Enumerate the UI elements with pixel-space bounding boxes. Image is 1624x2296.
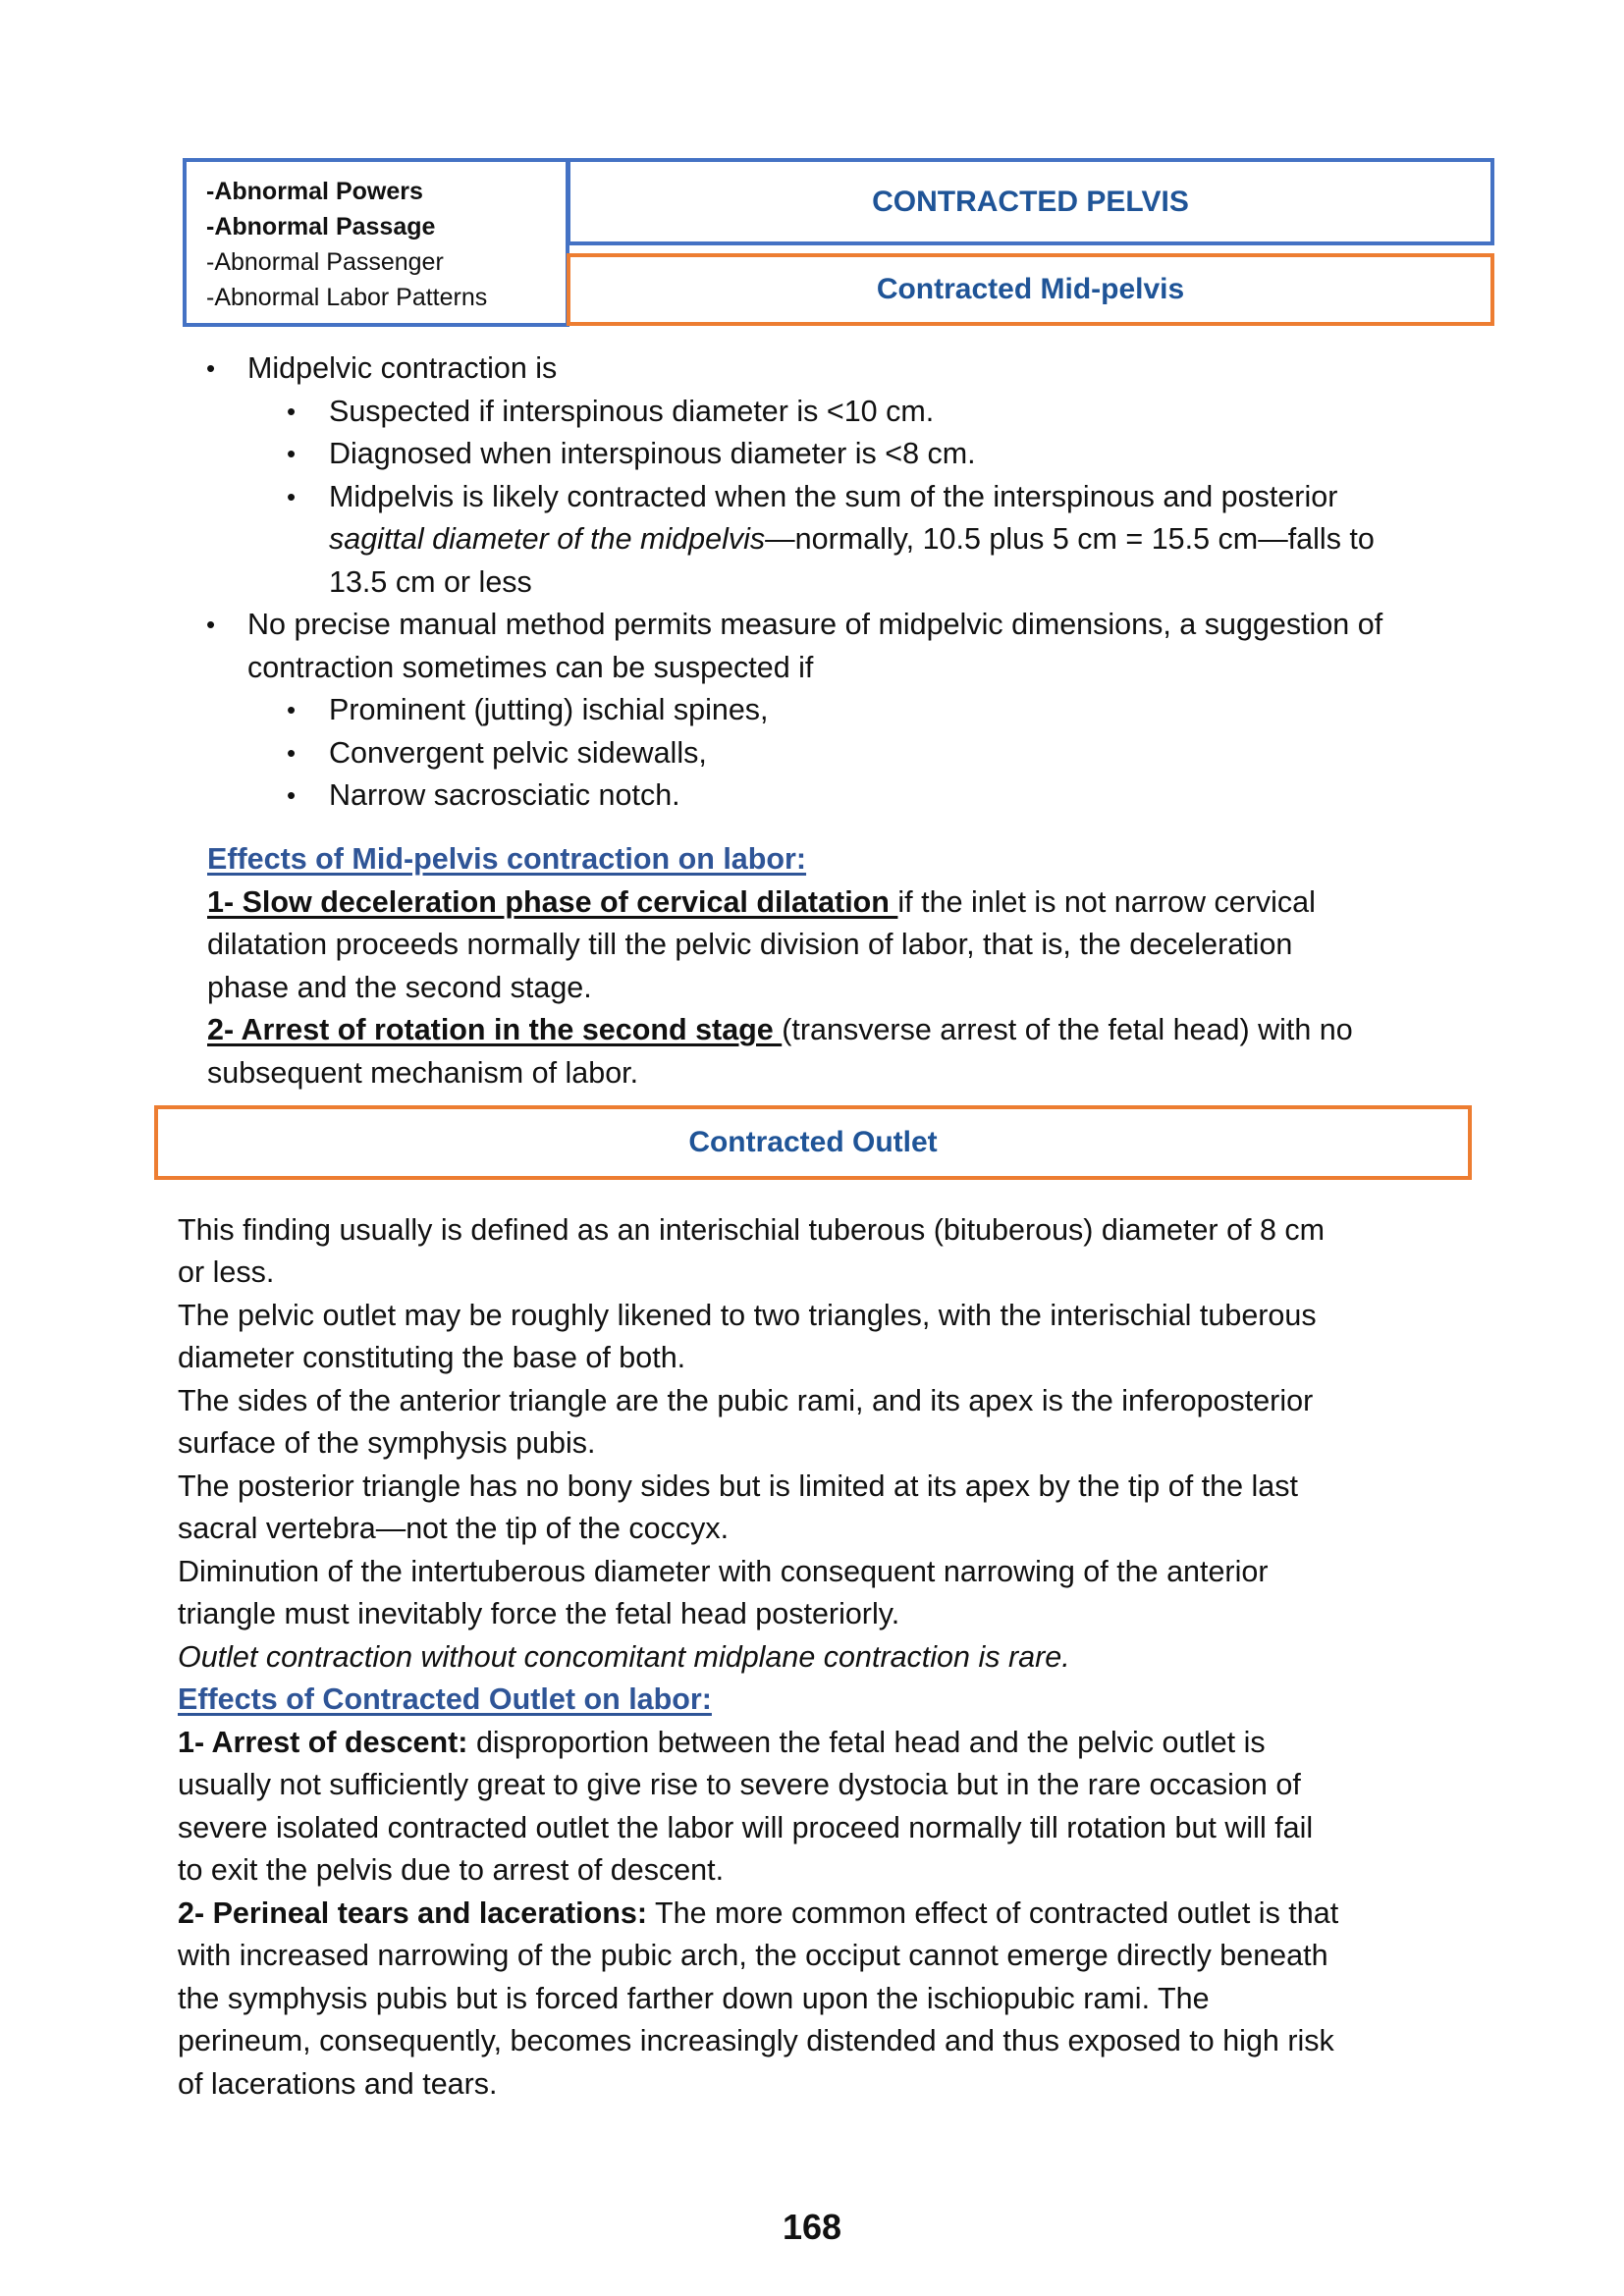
bullet-icon: • bbox=[287, 482, 297, 511]
effect-text: usually not sufficiently great to give rise to severe dystocia but in the rare occasion of bbox=[178, 1768, 1301, 1801]
nav-item-abnormal-labor-patterns: -Abnormal Labor Patterns bbox=[206, 284, 488, 311]
outlet-text: sacral vertebra—not the tip of the coccyx. bbox=[178, 1512, 730, 1545]
outlet-text: The sides of the anterior triangle are the pubic rami, and its apex is the inferoposterior bbox=[178, 1384, 1314, 1417]
section-title-box bbox=[567, 253, 1494, 326]
bullet-text: No precise manual method permits measure of midpelvic dimensions, a suggestion of bbox=[247, 608, 1383, 641]
outlet-text: diameter constituting the base of both. bbox=[178, 1341, 686, 1374]
effect-title: 1- Slow deceleration phase of cervical dilatation bbox=[207, 885, 898, 919]
topic-nav-box bbox=[183, 158, 569, 327]
sub-bullet-text: Midpelvis is likely contracted when the sum of the interspinous and posterior bbox=[329, 480, 1338, 513]
effects-midpelvis-heading bbox=[207, 838, 806, 881]
sub-bullet-text-cont bbox=[329, 518, 1375, 561]
effects-heading-text: Effects of Mid-pelvis contraction on labor: bbox=[207, 842, 807, 876]
bullet-icon: • bbox=[287, 780, 297, 810]
effect-text: subsequent mechanism of labor. bbox=[207, 1056, 639, 1090]
effect-text: of lacerations and tears. bbox=[178, 2067, 498, 2101]
outlet-text: The posterior triangle has no bony sides but is limited at its apex by the tip of the last bbox=[178, 1469, 1298, 1503]
nav-item-abnormal-passage: -Abnormal Passage bbox=[206, 213, 436, 240]
outlet-text: Diminution of the intertuberous diameter with consequent narrowing of the anterior bbox=[178, 1555, 1269, 1588]
sub-bullet-text: Diagnosed when interspinous diameter is <8 cm. bbox=[329, 437, 976, 470]
effect-title: 2- Arrest of rotation in the second stage bbox=[207, 1013, 783, 1046]
italic-term: sagittal diameter of the midpelvis bbox=[329, 522, 766, 556]
outlet-italic-note: Outlet contraction without concomitant midplane contraction is rare. bbox=[178, 1640, 1070, 1674]
outlet-title-box bbox=[154, 1105, 1472, 1180]
bullet-text: Midpelvic contraction is bbox=[247, 351, 558, 385]
outlet-effect-2 bbox=[178, 1893, 1338, 1936]
effect-text: dilatation proceeds normally till the pelvic division of labor, that is, the deceleration bbox=[207, 928, 1293, 961]
bullet-icon: • bbox=[287, 738, 297, 768]
chapter-title: CONTRACTED PELVIS bbox=[872, 185, 1189, 218]
bullet-icon: • bbox=[287, 397, 297, 426]
bullet-icon: • bbox=[206, 610, 216, 639]
effect-text: severe isolated contracted outlet the labor will proceed normally till rotation but will fail bbox=[178, 1811, 1314, 1844]
effect-title: 2- Perineal tears and lacerations: bbox=[178, 1896, 648, 1930]
effect-2 bbox=[207, 1009, 1353, 1052]
text-span: —normally, 10.5 plus 5 cm = 15.5 cm—falls to bbox=[765, 522, 1375, 556]
effects-outlet-heading bbox=[178, 1679, 712, 1722]
outlet-effect-1 bbox=[178, 1722, 1266, 1765]
outlet-text: triangle must inevitably force the fetal head posteriorly. bbox=[178, 1597, 900, 1630]
effect-title: 1- Arrest of descent: bbox=[178, 1726, 468, 1759]
effect-1 bbox=[207, 881, 1316, 925]
text-span: The more common effect of contracted outlet is that bbox=[647, 1896, 1339, 1930]
sub-bullet-text: Convergent pelvic sidewalls, bbox=[329, 736, 707, 770]
outlet-text: This finding usually is defined as an interischial tuberous (bituberous) diameter of 8 cm bbox=[178, 1213, 1326, 1247]
text-span: if the inlet is not narrow cervical bbox=[897, 885, 1316, 919]
bullet-text-cont: contraction sometimes can be suspected if bbox=[247, 651, 814, 684]
effects-heading-text: Effects of Contracted Outlet on labor: bbox=[178, 1682, 712, 1716]
effect-text: the symphysis pubis but is forced farther down upon the ischiopubic rami. The bbox=[178, 1982, 1210, 2015]
outlet-text: The pelvic outlet may be roughly likened to two triangles, with the interischial tuberous bbox=[178, 1299, 1317, 1332]
outlet-title: Contracted Outlet bbox=[688, 1126, 938, 1158]
effect-text: with increased narrowing of the pubic arch, the occiput cannot emerge directly beneath bbox=[178, 1939, 1328, 1972]
sub-bullet-text-cont: 13.5 cm or less bbox=[329, 565, 532, 599]
effect-text: perineum, consequently, becomes increasingly distended and thus exposed to high risk bbox=[178, 2024, 1334, 2057]
page-number: 168 bbox=[782, 2207, 842, 2247]
outlet-text: surface of the symphysis pubis. bbox=[178, 1426, 596, 1460]
nav-item-abnormal-powers: -Abnormal Powers bbox=[206, 178, 423, 205]
bullet-icon: • bbox=[287, 695, 297, 724]
text-span: disproportion between the fetal head and the pelvic outlet is bbox=[467, 1726, 1266, 1759]
effect-text: phase and the second stage. bbox=[207, 971, 592, 1004]
sub-bullet-text: Prominent (jutting) ischial spines, bbox=[329, 693, 769, 726]
outlet-text: or less. bbox=[178, 1255, 275, 1289]
nav-item-abnormal-passenger: -Abnormal Passenger bbox=[206, 248, 444, 276]
effect-text: to exit the pelvis due to arrest of descent. bbox=[178, 1853, 725, 1887]
chapter-title-box bbox=[567, 158, 1494, 245]
sub-bullet-text: Suspected if interspinous diameter is <10 cm. bbox=[329, 395, 935, 428]
section-title: Contracted Mid-pelvis bbox=[876, 273, 1185, 305]
sub-bullet-text: Narrow sacrosciatic notch. bbox=[329, 778, 680, 812]
bullet-icon: • bbox=[206, 353, 216, 383]
bullet-icon: • bbox=[287, 439, 297, 468]
text-span: (transverse arrest of the fetal head) with no bbox=[782, 1013, 1353, 1046]
